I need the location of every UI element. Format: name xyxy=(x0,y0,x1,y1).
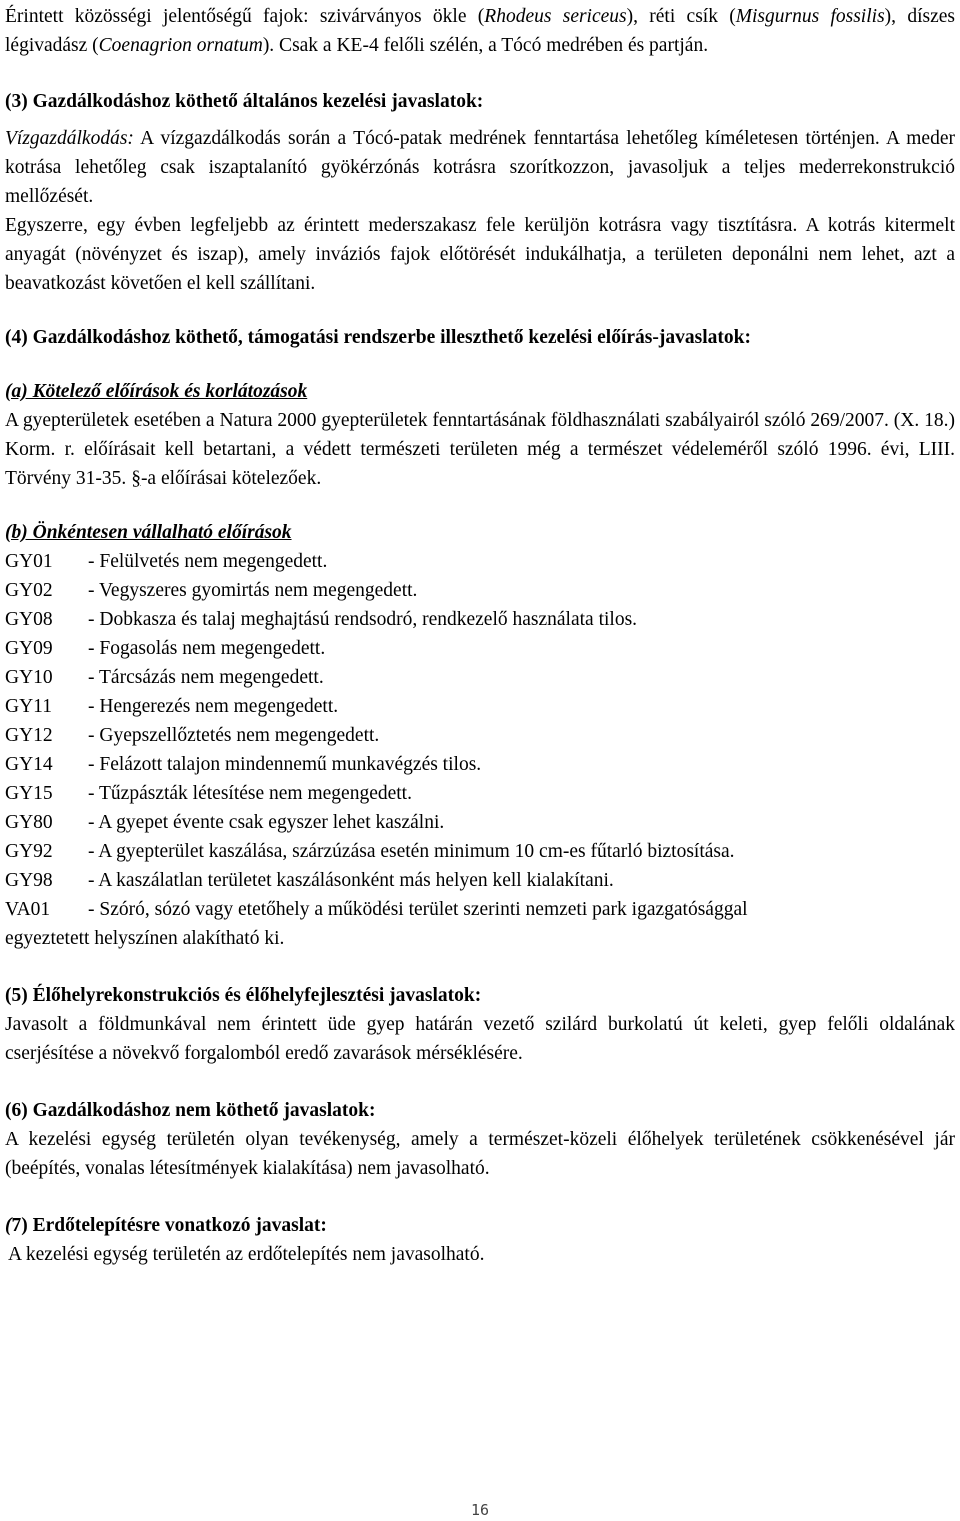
rule-code: GY15 xyxy=(5,783,53,804)
rule-text: - Tárcsázás nem megengedett. xyxy=(88,667,324,688)
rule-text: - Felülvetés nem megengedett. xyxy=(88,551,328,572)
rule-text: - Gyepszellőztetés nem megengedett. xyxy=(88,725,380,746)
rules-list xyxy=(5,547,955,895)
intro-text-2: ), réti csík ( xyxy=(626,6,736,27)
rule-code: GY10 xyxy=(5,667,53,688)
rule-item xyxy=(5,634,955,663)
section-4b-subheading: (b) Önkéntesen vállalható előírások xyxy=(5,522,292,543)
rule-code: GY80 xyxy=(5,812,53,833)
rule-code: GY12 xyxy=(5,725,53,746)
rule-item xyxy=(5,576,955,605)
section-6-heading: (6) Gazdálkodáshoz nem köthető javaslatok: xyxy=(5,1100,376,1121)
rule-item xyxy=(5,721,955,750)
section-4a-text-1: A gyepterületek esetében a Natura 2000 gyepterületek fenntartásának földhasználati szabályairól szóló 269/2007. (X. 18.) Korm. r. előírásait kell betartani, a védett természeti területen még a természet védeleméről szóló 1996. évi, LIII. Törvény 31-35. xyxy=(5,410,955,489)
rule-text: - Felázott talajon mindennemű munkavégzés tilos. xyxy=(88,754,482,775)
rule-code: GY92 xyxy=(5,841,53,862)
section-3-paragraph-2: Egyszerre, egy évben legfeljebb az érintett mederszakasz fele kerüljön kotrásra vagy tisztításra. A kotrás kitermelt anyagát (növényzet és iszap), amely inváziós fajok előtörését indukálhatja, a területen deponálni nem lehet, azt a beavatkozást követően el kell szállítani. xyxy=(5,215,955,294)
rule-code: GY09 xyxy=(5,638,53,659)
rule-code: GY11 xyxy=(5,696,52,717)
rule-text: - A gyepterület kaszálása, szárzúzása esetén minimum 10 cm-es fűtarló biztosítása. xyxy=(88,841,735,862)
section-sign: § xyxy=(131,468,141,489)
rule-code: GY98 xyxy=(5,870,53,891)
rule-item xyxy=(5,837,955,866)
species-coenagrion: Coenagrion ornatum xyxy=(98,35,263,56)
rule-text: - Fogasolás nem megengedett. xyxy=(88,638,326,659)
rule-item xyxy=(5,779,955,808)
rule-text: - Tűzpászták létesítése nem megengedett. xyxy=(88,783,412,804)
section-7-paren: ( xyxy=(5,1215,12,1236)
rule-text: - A gyepet évente csak egyszer lehet kaszálni. xyxy=(88,812,445,833)
rule-code: GY01 xyxy=(5,551,53,572)
document-page xyxy=(5,2,955,1269)
rule-item xyxy=(5,692,955,721)
intro-paragraph xyxy=(5,2,955,60)
rule-item xyxy=(5,605,955,634)
rule-text: - A kaszálatlan területet kaszálásonként más helyen kell kialakítani. xyxy=(88,870,614,891)
rule-item xyxy=(5,750,955,779)
rule-code: GY08 xyxy=(5,609,53,630)
section-3-text-1: A vízgazdálkodás során a Tócó-patak medrének fenntartása lehetőleg kíméletesen történjen. A meder kotrása lehetőleg csak iszaptalanító gyökérzónás kotrásra szorítkozzon, javasoljuk a teljes mederrekonstrukció mellőzését. xyxy=(5,128,955,207)
rule-item xyxy=(5,866,955,895)
rule-text: - Hengerezés nem megengedett. xyxy=(88,696,339,717)
section-4a-paragraph xyxy=(5,406,955,493)
section-7-heading xyxy=(5,1211,955,1240)
rule-item xyxy=(5,663,955,692)
section-3-paragraph-1 xyxy=(5,124,955,211)
section-6-paragraph: A kezelési egység területén olyan tevékenység, amely a természet-közeli élőhelyek területének csökkenésével jár (beépítés, vonalas létesítmények kialakítása) nem javasolható. xyxy=(5,1129,955,1179)
section-4a-text-2: -a előírásai kötelezőek. xyxy=(140,468,322,489)
page-number: 16 xyxy=(470,1501,490,1519)
rule-va01-continuation: egyeztetett helyszínen alakítható ki. xyxy=(5,928,285,949)
rule-code: GY02 xyxy=(5,580,53,601)
rule-code: GY14 xyxy=(5,754,53,775)
intro-text-1: Érintett közösségi jelentőségű fajok: szivárványos ökle ( xyxy=(5,6,485,27)
rule-text: - Vegyszeres gyomirtás nem megengedett. xyxy=(88,580,418,601)
species-misgurnus: Misgurnus fossilis xyxy=(735,6,885,27)
species-rhodeus: Rhodeus sericeus xyxy=(484,6,627,27)
rule-item xyxy=(5,547,955,576)
rule-text: - Szóró, sózó vagy etetőhely a működési terület szerinti nemzeti park igazgatósággal xyxy=(88,899,748,920)
intro-text-4: ). Csak a KE-4 felőli szélén, a Tócó medrében és partján. xyxy=(262,35,709,56)
section-4a-subheading: (a) Kötelező előírások és korlátozások xyxy=(5,381,308,402)
water-management-label: Vízgazdálkodás: xyxy=(5,128,134,149)
section-7-paragraph: A kezelési egység területén az erdőtelepítés nem javasolható. xyxy=(8,1244,485,1265)
section-5-paragraph: Javasolt a földmunkával nem érintett üde gyep határán vezető szilárd burkolatú út keleti, gyep felőli oldalának cserjésítése a növekvő forgalomból eredő zavarások mérséklésére. xyxy=(5,1014,955,1064)
section-3-heading: (3) Gazdálkodáshoz köthető általános kezelési javaslatok: xyxy=(5,91,484,112)
rule-item xyxy=(5,808,955,837)
intro-text-3: ), díszes légivadász ( xyxy=(5,6,955,56)
rule-text: - Dobkasza és talaj meghajtású rendsodró, rendkezelő használata tilos. xyxy=(88,609,638,630)
rule-va01 xyxy=(5,895,955,924)
section-5-heading: (5) Élőhelyrekonstrukciós és élőhelyfejlesztési javaslatok: xyxy=(5,985,482,1006)
rule-code: VA01 xyxy=(5,899,51,920)
section-7-heading-text: 7) Erdőtelepítésre vonatkozó javaslat: xyxy=(11,1215,327,1236)
section-4-heading: (4) Gazdálkodáshoz köthető, támogatási rendszerbe illeszthető kezelési előírás-javaslatok: xyxy=(5,327,751,348)
